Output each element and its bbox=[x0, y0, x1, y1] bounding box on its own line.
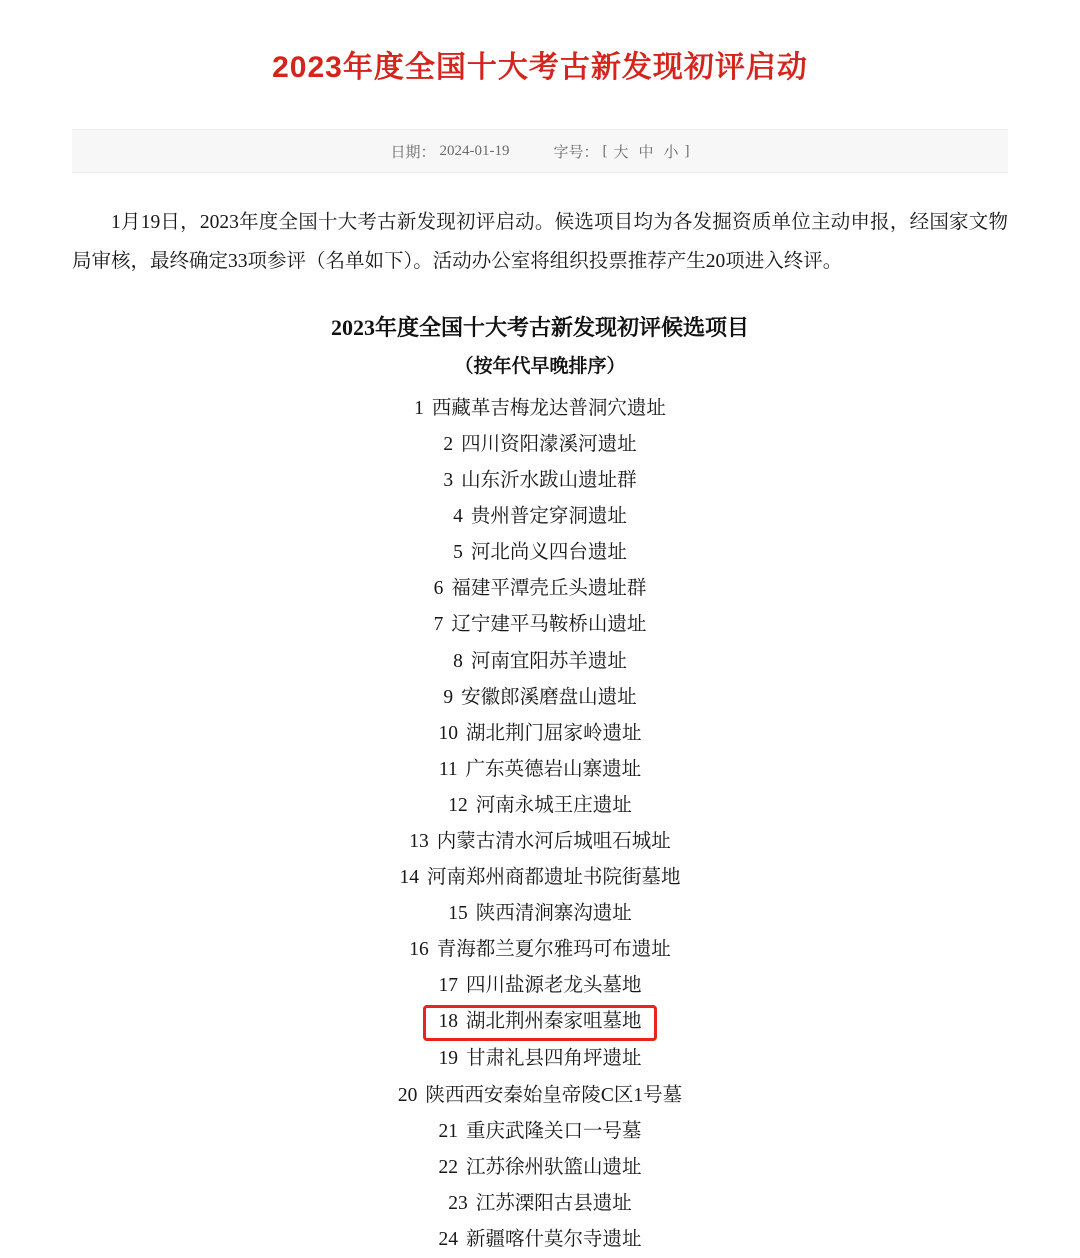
list-item-number: 11 bbox=[438, 758, 458, 780]
list-item-number: 17 bbox=[438, 975, 458, 997]
list-item-content bbox=[443, 680, 636, 716]
list-item-label: 新疆喀什莫尔寺遗址 bbox=[465, 1228, 642, 1250]
list-item-number: 20 bbox=[397, 1084, 418, 1106]
list-item-label: 西藏革吉梅龙达普洞穴遗址 bbox=[431, 398, 666, 420]
list-item-content bbox=[434, 607, 647, 643]
list-item-content bbox=[448, 788, 632, 824]
publish-date-value: 2024-01-19 bbox=[439, 142, 510, 159]
list-item-label: 湖北荆州秦家咀墓地 bbox=[465, 1011, 642, 1033]
list-item bbox=[72, 932, 1008, 968]
list-item-content bbox=[443, 427, 636, 463]
list-item bbox=[72, 535, 1008, 571]
list-item-content bbox=[438, 1150, 641, 1186]
publish-date bbox=[390, 141, 509, 162]
list-item-number: 19 bbox=[438, 1048, 458, 1070]
list-item-content bbox=[414, 391, 666, 427]
list-item bbox=[72, 571, 1008, 607]
list-item-number: 2 bbox=[443, 434, 454, 456]
list-item-content bbox=[438, 716, 641, 752]
list-item bbox=[72, 788, 1008, 824]
article-meta-bar bbox=[72, 129, 1008, 173]
list-item bbox=[72, 752, 1008, 788]
page-title: 2023年度全国十大考古新发现初评启动 bbox=[272, 51, 808, 85]
list-item bbox=[72, 607, 1008, 643]
list-item-number: 15 bbox=[448, 902, 468, 924]
list-item bbox=[72, 1186, 1008, 1222]
list-item-number: 13 bbox=[409, 830, 429, 852]
list-item-number: 4 bbox=[453, 506, 463, 528]
list-item-label: 广东英德岩山寨遗址 bbox=[465, 758, 642, 780]
list-item bbox=[72, 860, 1008, 896]
list-item-number: 24 bbox=[438, 1228, 458, 1250]
list-item-label: 四川盐源老龙头墓地 bbox=[465, 975, 642, 997]
list-item-number: 12 bbox=[448, 794, 468, 816]
list-item-label: 陕西西安秦始皇帝陵C区1号墓 bbox=[425, 1084, 683, 1106]
list-item-number: 6 bbox=[433, 578, 444, 600]
list-item bbox=[72, 1004, 1008, 1041]
list-item bbox=[72, 1041, 1008, 1077]
list-item-number: 7 bbox=[433, 614, 444, 636]
list-item-number: 22 bbox=[438, 1156, 458, 1178]
article-page bbox=[0, 20, 1080, 1258]
list-item-content bbox=[439, 752, 641, 788]
list-item-label: 贵州普定穿洞遗址 bbox=[470, 506, 627, 528]
bracket-open: [ bbox=[602, 142, 608, 159]
candidate-items bbox=[72, 391, 1008, 1258]
list-item-content bbox=[438, 1041, 641, 1077]
publish-date-label: 日期： bbox=[390, 144, 436, 161]
list-item-label: 陕西清涧寨沟遗址 bbox=[475, 902, 632, 924]
list-item bbox=[72, 824, 1008, 860]
candidate-list-block bbox=[72, 307, 1008, 1258]
list-item-content bbox=[453, 644, 627, 680]
list-item bbox=[72, 896, 1008, 932]
list-item bbox=[72, 391, 1008, 427]
list-item-label: 河南宜阳苏羊遗址 bbox=[470, 650, 627, 672]
font-size-small-button[interactable]: 小 bbox=[663, 144, 679, 161]
list-item-content bbox=[443, 463, 636, 499]
list-item-number: 21 bbox=[438, 1120, 458, 1142]
list-item-content bbox=[434, 571, 647, 607]
list-item-number: 23 bbox=[448, 1192, 468, 1214]
list-item-content bbox=[448, 896, 632, 932]
font-size-medium-button[interactable]: 中 bbox=[638, 144, 654, 161]
list-item-label: 甘肃礼县四角坪遗址 bbox=[465, 1048, 642, 1070]
list-item-content bbox=[438, 1114, 641, 1150]
font-size-control bbox=[553, 141, 689, 162]
list-item-number: 18 bbox=[438, 1011, 458, 1033]
list-item-number: 16 bbox=[409, 939, 429, 961]
list-item bbox=[72, 1150, 1008, 1186]
list-item-label: 河北尚义四台遗址 bbox=[470, 542, 627, 564]
list-item bbox=[72, 680, 1008, 716]
font-size-large-button[interactable]: 大 bbox=[613, 144, 629, 161]
list-item-label: 安徽郎溪磨盘山遗址 bbox=[461, 686, 637, 708]
list-item-label: 江苏徐州驮篮山遗址 bbox=[465, 1156, 642, 1178]
list-item-label: 重庆武隆关口一号墓 bbox=[465, 1120, 642, 1142]
candidate-list-subtitle: （按年代早晚排序） bbox=[454, 355, 626, 377]
list-item-number: 9 bbox=[443, 686, 454, 708]
list-item-label: 内蒙古清水河后城咀石城址 bbox=[436, 830, 671, 852]
list-item-content bbox=[448, 1186, 632, 1222]
list-item bbox=[72, 1222, 1008, 1258]
list-item-number: 5 bbox=[453, 542, 463, 564]
list-item-label: 江苏溧阳古县遗址 bbox=[475, 1192, 632, 1214]
list-item-number: 3 bbox=[443, 470, 454, 492]
list-item-content bbox=[409, 824, 671, 860]
article-paragraph: 1月19日，2023年度全国十大考古新发现初评启动。候选项目均为各发掘资质单位主动申报，经国家文物局审核，最终确定33项参评（名单如下）。活动办公室将组织投票推荐产生20项进入终评。 bbox=[72, 212, 1008, 273]
list-item bbox=[72, 1078, 1008, 1114]
list-item-label: 河南郑州商都遗址书院街墓地 bbox=[426, 866, 681, 888]
list-item-content bbox=[438, 1222, 641, 1258]
list-item-label: 山东沂水跋山遗址群 bbox=[461, 470, 637, 492]
highlighted-list-item bbox=[423, 1005, 656, 1041]
list-item bbox=[72, 968, 1008, 1004]
list-item-label: 辽宁建平马鞍桥山遗址 bbox=[451, 614, 647, 636]
list-item-content bbox=[398, 1078, 682, 1114]
list-item-number: 14 bbox=[399, 866, 419, 888]
list-item-number: 1 bbox=[414, 398, 424, 420]
list-item bbox=[72, 1114, 1008, 1150]
list-item-content bbox=[399, 860, 680, 896]
list-item-content bbox=[409, 932, 671, 968]
list-item bbox=[72, 427, 1008, 463]
list-item-label: 湖北荆门屈家岭遗址 bbox=[465, 722, 642, 744]
list-item bbox=[72, 644, 1008, 680]
list-item-content bbox=[438, 968, 641, 1004]
list-item bbox=[72, 463, 1008, 499]
bracket-close: ] bbox=[684, 142, 690, 159]
candidate-list-title: 2023年度全国十大考古新发现初评候选项目 bbox=[330, 315, 749, 341]
list-item-label: 青海都兰夏尔雅玛可布遗址 bbox=[436, 939, 671, 961]
list-item-label: 四川资阳濛溪河遗址 bbox=[461, 434, 637, 456]
list-item-content bbox=[453, 535, 627, 571]
font-size-options bbox=[602, 141, 689, 162]
list-item-content bbox=[453, 499, 627, 535]
font-size-label: 字号： bbox=[553, 144, 599, 161]
list-item-label: 福建平潭壳丘头遗址群 bbox=[451, 578, 647, 600]
list-item-label: 河南永城王庄遗址 bbox=[475, 794, 632, 816]
list-item-number: 8 bbox=[453, 650, 463, 672]
list-item-number: 10 bbox=[438, 722, 458, 744]
list-item bbox=[72, 716, 1008, 752]
list-item bbox=[72, 499, 1008, 535]
